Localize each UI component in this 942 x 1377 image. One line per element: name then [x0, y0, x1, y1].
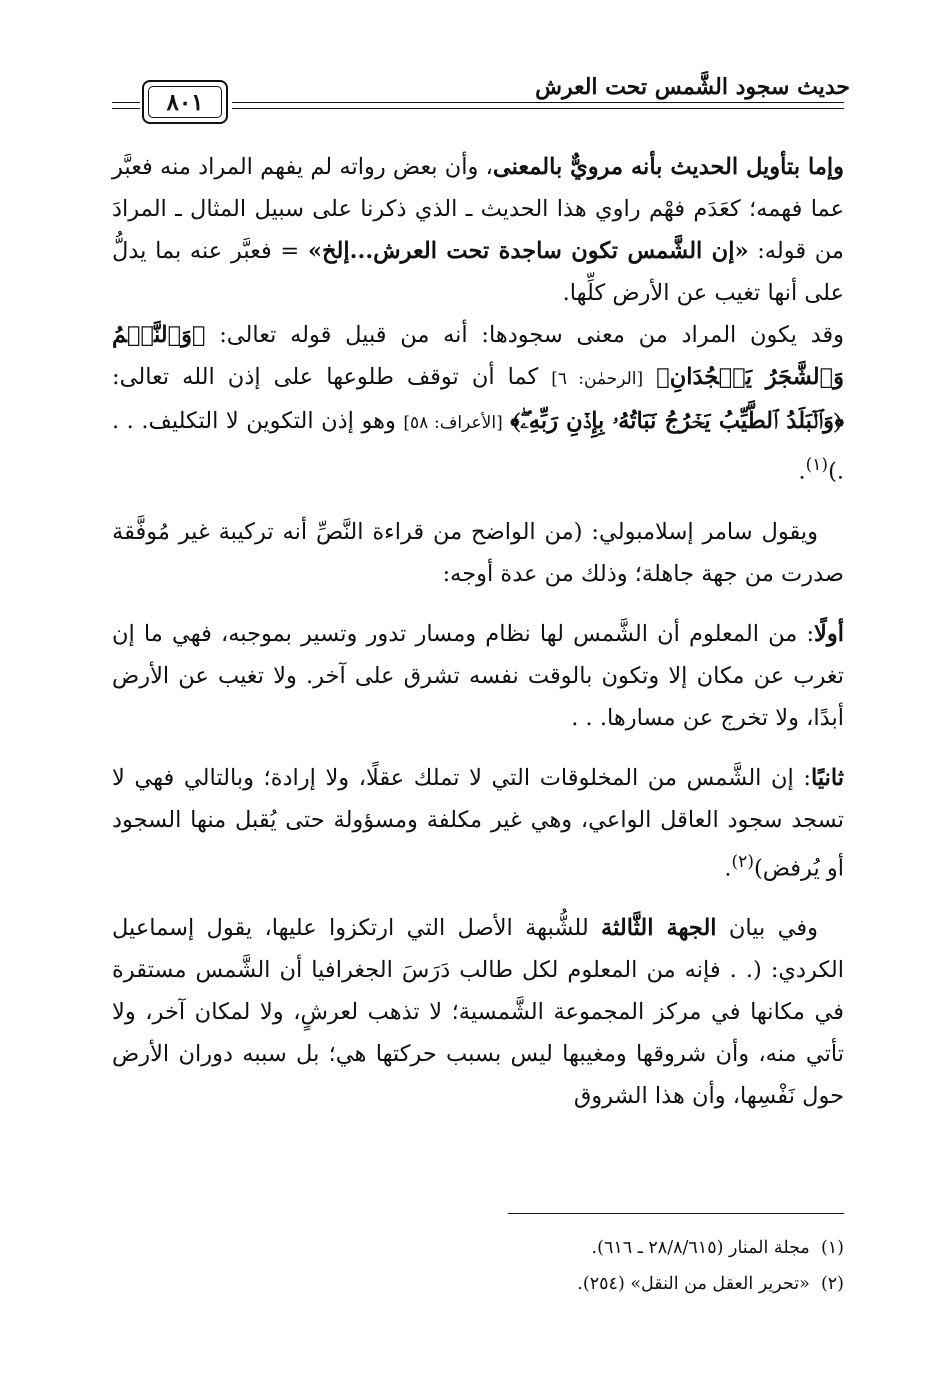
header-rule-right: [232, 102, 844, 109]
footnote-2: [400, 1266, 844, 1302]
point-label: ثانيًا: [810, 764, 844, 791]
footnote-text: مجلة المنار (٢٨/٨/٦١٥ ـ ٦١٦).: [591, 1238, 810, 1258]
page-number-frame: [142, 80, 228, 124]
paragraph-5: [112, 907, 844, 1117]
text-run: وهو إذن التكوين لا التكليف. . . .): [112, 408, 844, 485]
bold-phrase: وإما بتأويل الحديث بأنه مرويٌّ بالمعنى: [492, 154, 844, 180]
text-run: للشُّبهة الأصل التي ارتكزوا عليها، يقول إسماعيل الكردي: (. . فإنه من المعلوم لكل طالب دَرَسَ الجغرافيا أن الشَّمس مستقرة في مكانها في مركز المجموعة الشَّمسية؛ لا تذهب لعرشٍ، ولا لمكان آخر، ولا تأتي منه، وأن شروقها ومغيبها ليس بسبب حركتها هي؛ بل سببه دوران الأرض حول نَفْسِها، وأن هذا الشروق: [112, 915, 844, 1109]
quran-verse: ﴿وَٱلۡبَلَدُ ٱلطَّيِّبُ يَخۡرُجُ نَبَاتُهُۥ بِإِذۡنِ رَبِّهِۦۖ﴾: [510, 408, 844, 434]
text-run: .: [798, 458, 806, 485]
verse-reference: [الأعراف: ٥٨]: [403, 413, 503, 433]
text-run: وقد يكون المراد من معنى سجودها: أنه من قبيل قوله تعالى:: [205, 322, 844, 348]
paragraph-3: [112, 613, 844, 739]
main-text: [112, 146, 844, 1117]
text-run: ، وأن بعض رواته لم يفهم المراد منه فعبَّر عما فهمه؛ كعَدَم فهْم راوي هذا الحديث ـ الذي ذكرنا على سبيل المثال ـ المرادَ من قوله:: [112, 154, 844, 264]
paragraph-4: [112, 757, 844, 890]
footnote-ref: (١): [805, 455, 829, 475]
header-rule-left: [112, 102, 140, 109]
paragraph-1: [112, 146, 844, 493]
hadith-quote: «إن الشَّمس تكون ساجدة تحت العرش...إلخ»: [307, 238, 749, 264]
page-number: ٨٠١: [148, 86, 222, 118]
paragraph-2: ويقول سامر إسلامبولي: (من الواضح من قراءة النَّصِّ أنه تركيبة غير مُوفَّقة صدرت من جهة جاهلة؛ وذلك من عدة أوجه:: [112, 518, 844, 587]
footnote-text: «تحرير العقل من النقل» (٢٥٤).: [577, 1274, 810, 1294]
text-run: : إن الشَّمس من المخلوقات التي لا تملك عقلًا، ولا إرادة؛ وبالتالي فهي لا تسجد سجود العاقل الواعي، وهي غير مكلفة ومسؤولة حتى يُقبل منها السجود أو يُرفض): [112, 764, 844, 881]
footnotes: [400, 1230, 844, 1302]
footnote-ref: (٢): [731, 851, 754, 872]
text-run: : من المعلوم أن الشَّمس لها نظام ومسار تدور وتسير بموجبه، فهي ما إن تغرب عن مكان إلا وتكون بالوقت نفسه تشرق على آخر. ولا تغيب عن الأرض أبدًا، ولا تخرج عن مسارها. . .: [112, 620, 844, 731]
running-header-title: حديث سجود الشَّمس تحت العرش: [535, 74, 850, 100]
footnote-1: [400, 1230, 844, 1266]
footnote-number: (١): [820, 1238, 844, 1258]
footnote-number: (٢): [820, 1274, 844, 1294]
text-run: = فعبَّر عنه بما يدلُّ على أنها تغيب عن الأرض كلِّها.: [112, 238, 844, 306]
point-label: أولًا: [814, 620, 844, 647]
text-run: .: [724, 855, 732, 881]
text-run: كما أن توقف طلوعها على إذن الله تعالى:: [112, 364, 552, 390]
bold-phrase: الجهة الثَّالثة: [601, 915, 717, 941]
footnote-separator: [508, 1213, 844, 1214]
verse-reference: [الرحمٰن: ٦]: [551, 369, 644, 389]
quran-verse: ﴿وَٱلنَّجۡمُ وَٱلشَّجَرُ يَسۡجُدَانِ﴾: [112, 322, 844, 390]
text-run: وفي بيان: [716, 915, 819, 941]
